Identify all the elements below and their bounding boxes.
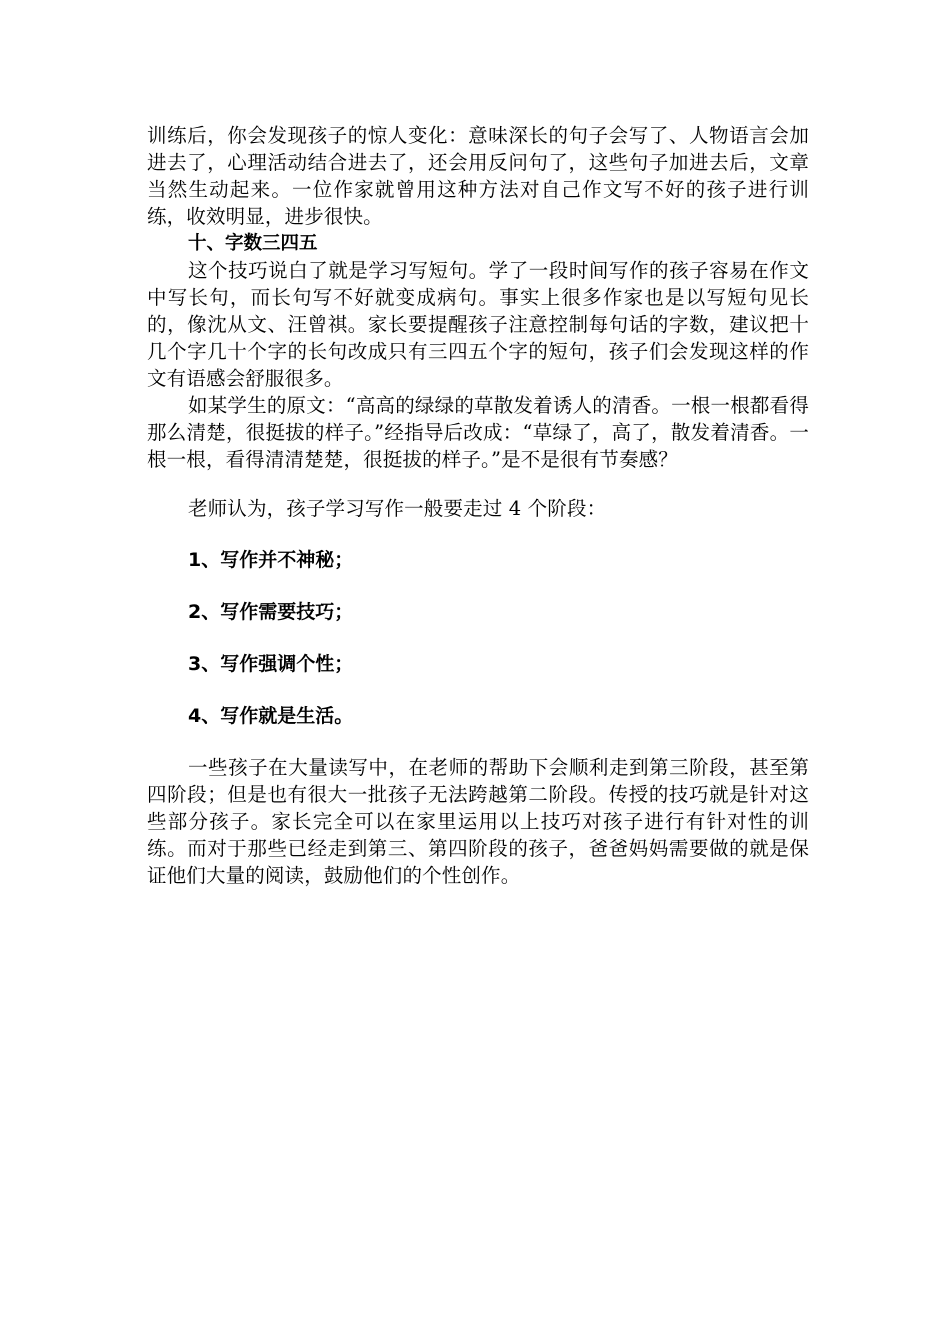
paragraph-short-sentences: 这个技巧说白了就是学习写短句。学了一段时间写作的孩子容易在作文中写长句，而长句写不好就变成病句。事实上很多作家也是以写短句见长的，像沈从文、汪曾祺。家长要提醒孩子注意控制每句话的字数，建议把十几个字几十个字的长句改成只有三四五个字的短句，孩子们会发现这样的作文有语感会舒服很多。 bbox=[147, 259, 809, 390]
section-heading-ten: 十、字数三四五 bbox=[188, 233, 318, 254]
stage-item-4: 4、写作就是生活。 bbox=[188, 705, 354, 727]
paragraph-example: 如某学生的原文：“高高的绿绿的草散发着诱人的清香。一根一根都看得那么清楚，很挺拔的样子。”经指导后改成：“草绿了，高了，散发着清香。一根一根，看得清清楚楚，很挺拔的样子。”是不是很有节奏感？ bbox=[147, 394, 809, 471]
paragraph-continuation: 训练后，你会发现孩子的惊人变化：意味深长的句子会写了、人物语言会加进去了，心理活动结合进去了，还会用反问句了，这些句子加进去后，文章当然生动起来。一位作家就曾用这种方法对自己作文写不好的孩子进行训练，收效明显，进步很快。 bbox=[147, 124, 809, 228]
stage-item-1: 1、写作并不神秘； bbox=[188, 549, 354, 571]
paragraph-conclusion: 一些孩子在大量读写中，在老师的帮助下会顺利走到第三阶段，甚至第四阶段；但是也有很大一批孩子无法跨越第二阶段。传授的技巧就是针对这些部分孩子。家长完全可以在家里运用以上技巧对孩子进行有针对性的训练。而对于那些已经走到第三、第四阶段的孩子，爸爸妈妈需要做的就是保证他们大量的阅读，鼓励他们的个性创作。 bbox=[147, 756, 809, 887]
document-page bbox=[147, 122, 809, 889]
stage-item-2: 2、写作需要技巧； bbox=[188, 601, 354, 623]
stage-item-3: 3、写作强调个性； bbox=[188, 653, 354, 675]
paragraph-four-stages-intro: 老师认为，孩子学习写作一般要走过 4 个阶段： bbox=[188, 497, 607, 520]
